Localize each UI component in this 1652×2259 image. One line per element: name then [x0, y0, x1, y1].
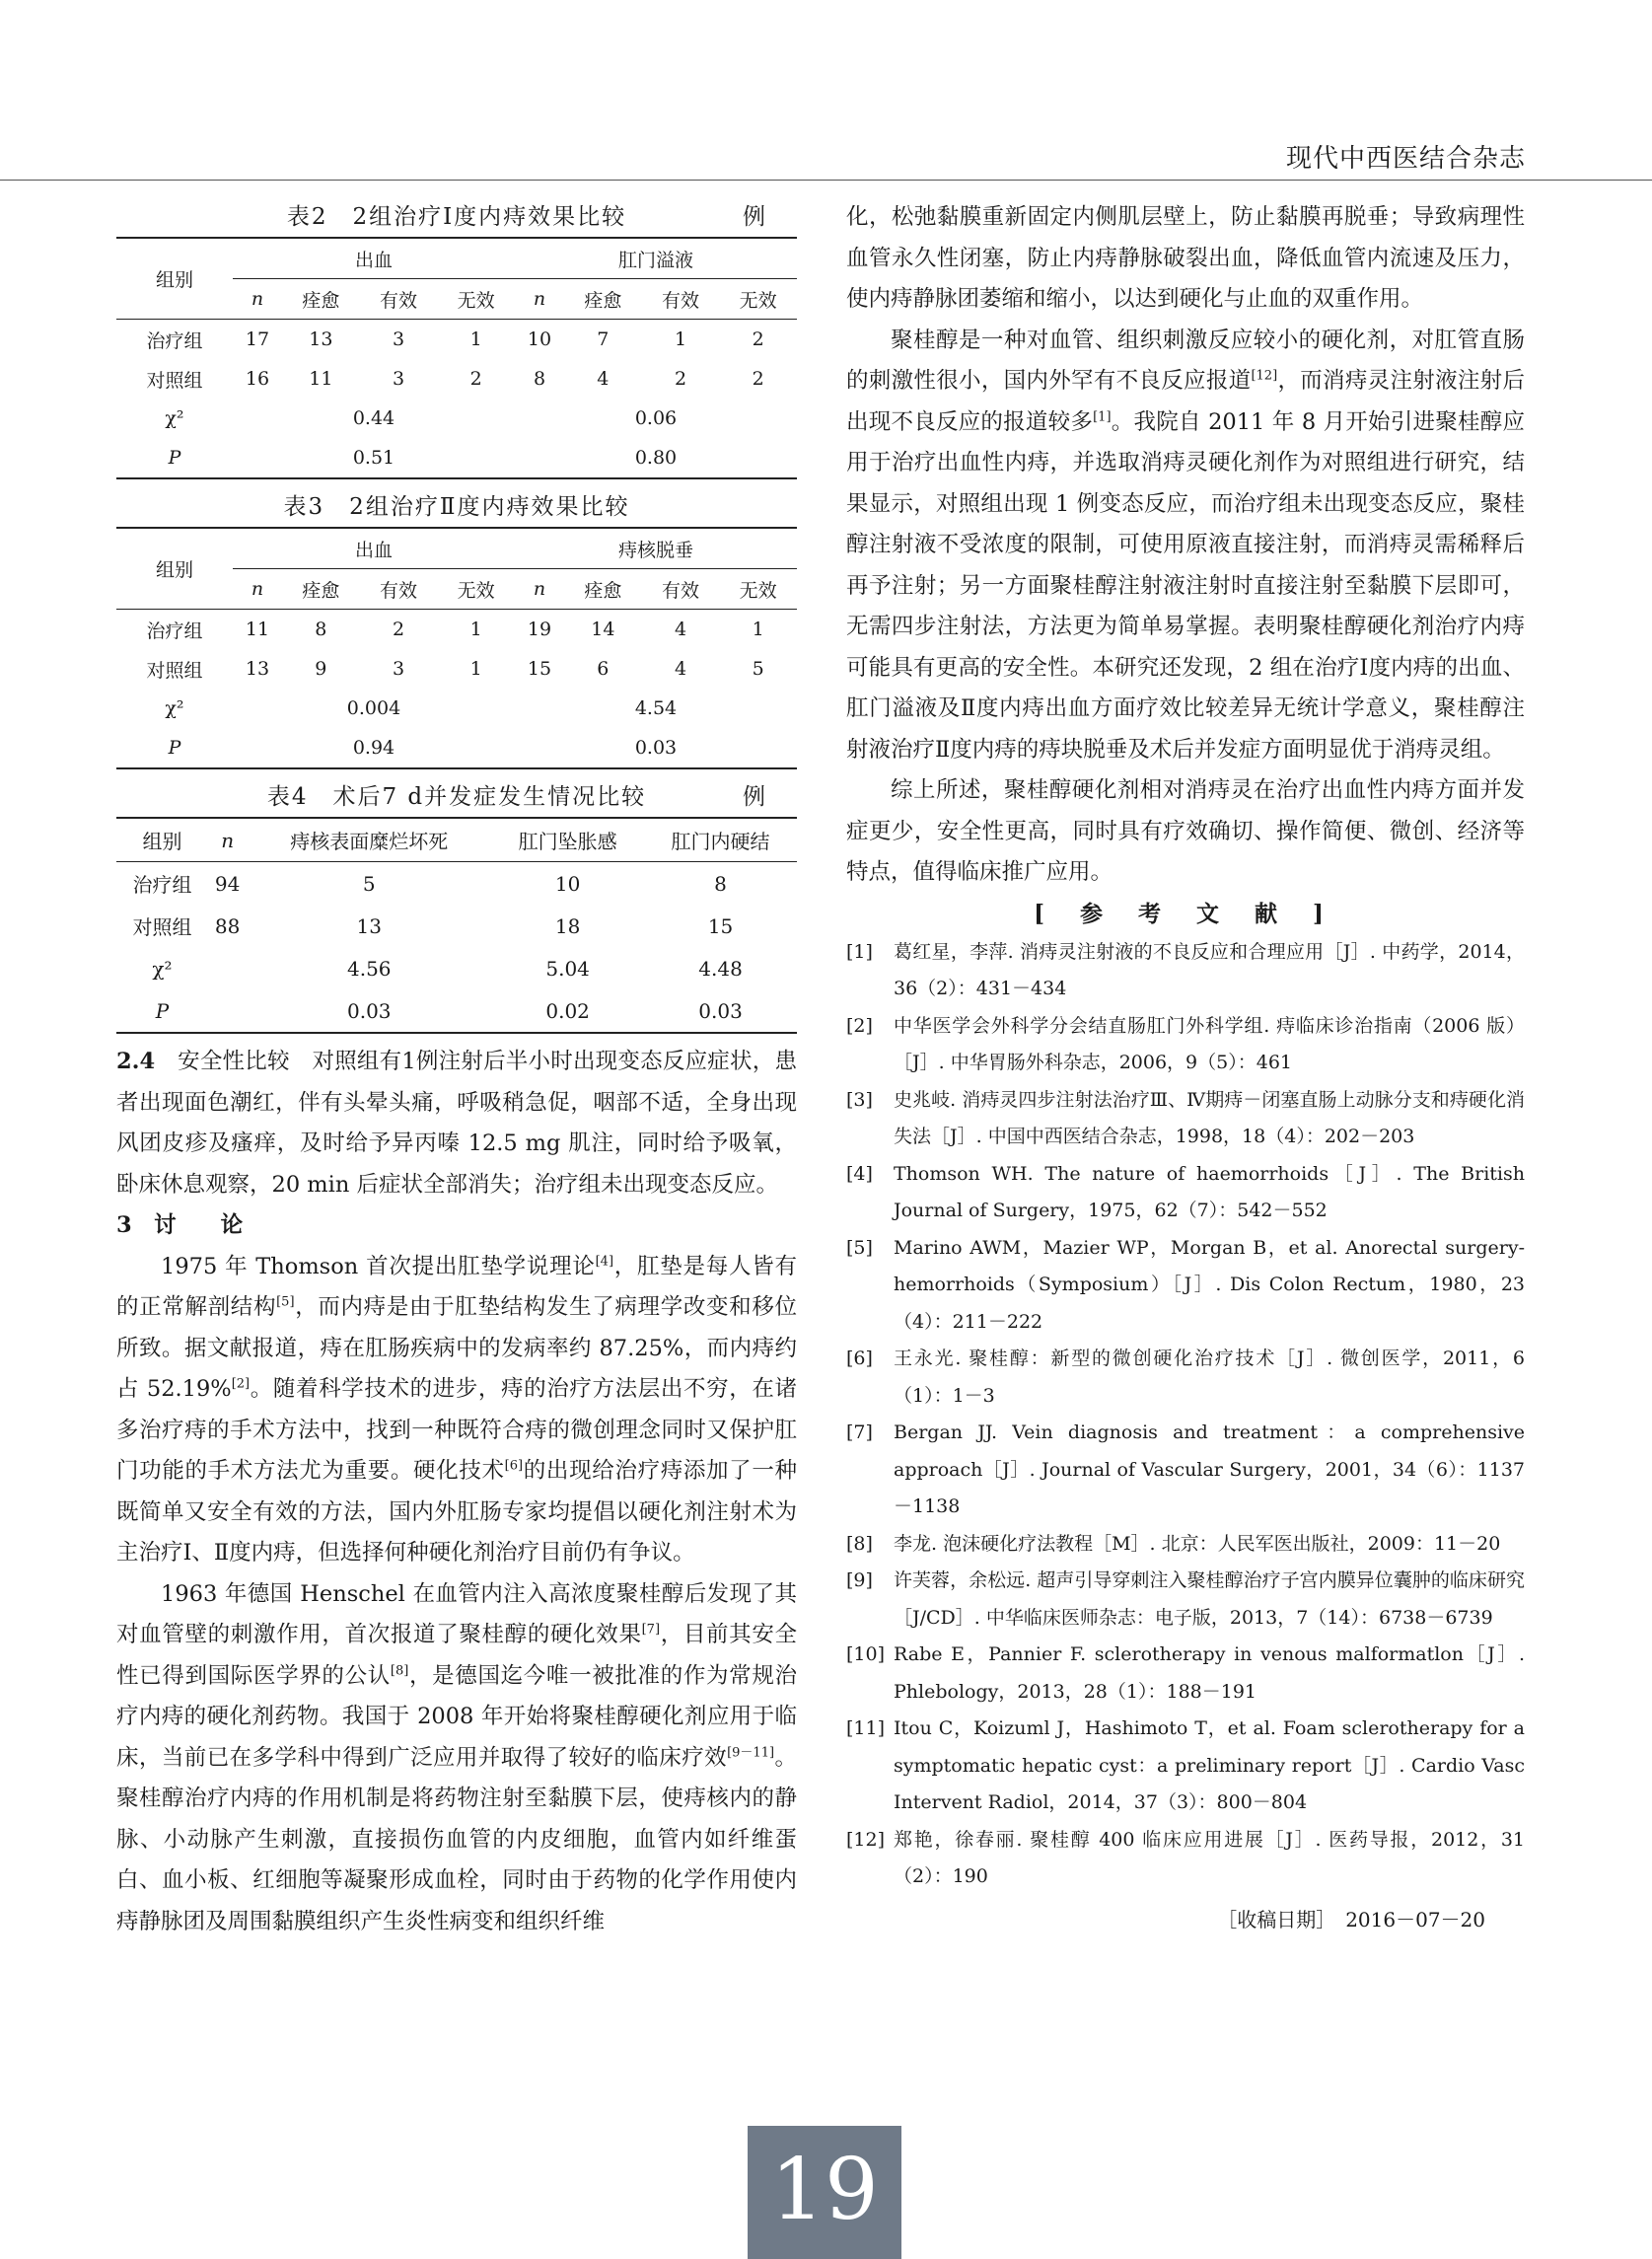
- reference-item: [846, 1637, 1525, 1711]
- cell: 2: [674, 368, 687, 390]
- table4-header: 肛门坠胀感: [491, 818, 644, 862]
- reference-number: [12]: [846, 1828, 886, 1851]
- section-3-heading: 3 讨 论: [116, 1212, 244, 1238]
- right-column: [846, 197, 1525, 1932]
- reference-number: [1]: [846, 940, 873, 963]
- reference-item: [846, 1082, 1525, 1156]
- reference-item: [846, 1156, 1525, 1230]
- text-span: ，目前其安全性已得到国际医学界的公认: [116, 1622, 797, 1689]
- table3-col-group: 组别: [116, 528, 233, 610]
- cell: 5: [362, 871, 376, 896]
- p-label: P: [168, 737, 181, 759]
- table-row: [116, 359, 797, 399]
- chi-value: 4.54: [634, 697, 678, 719]
- chi-value: 4.56: [347, 956, 392, 981]
- reference-number: [8]: [846, 1532, 873, 1555]
- cell: 8: [315, 619, 327, 640]
- table3-sub: 有效: [360, 569, 438, 610]
- table-row: [116, 399, 797, 438]
- reference-text: 王永光. 聚桂醇：新型的微创硬化治疗技术［J］. 微创医学，2011，6（1）：1－3: [894, 1348, 1525, 1407]
- table-row: [116, 649, 797, 689]
- reference-item: [846, 1711, 1525, 1822]
- table4-unit: 例: [743, 784, 767, 810]
- cell: 15: [707, 913, 734, 938]
- text-span: 聚桂醇是一种对血管、组织刺激反应较小的硬化剂，对肛管直肠的刺激性很小，国内外罕有不良反应报道: [846, 327, 1525, 394]
- reference-number: [4]: [846, 1162, 873, 1185]
- table3-sub: n: [515, 569, 564, 610]
- cell: 3: [392, 658, 405, 680]
- table3-group-b: 痔核脱垂: [515, 528, 797, 569]
- chi-label: χ²: [152, 956, 173, 981]
- cell: 10: [554, 871, 581, 896]
- table2-sub: 无效: [437, 279, 515, 320]
- cell: 7: [597, 328, 610, 350]
- p-value: 0.03: [698, 998, 743, 1023]
- cell: 2: [469, 368, 482, 390]
- table3-sub: 无效: [719, 569, 797, 610]
- text-span: 。聚桂醇治疗内痔的作用机制是将药物注射至黏膜下层，使痔核内的静脉、小动脉产生刺激，直接损伤血管的内皮细胞，血管内如纤维蛋白、血小板、红细胞等凝聚形成血栓，同时由于药物的化学作用使内痔静脉团及周围黏膜组织产生炎性病变和组织纤维: [116, 1744, 797, 1934]
- cell: 9: [315, 658, 327, 680]
- table2-caption-row: [116, 197, 797, 237]
- reference-item: [846, 1230, 1525, 1342]
- cell: 14: [591, 619, 615, 640]
- header-rule: [0, 180, 1652, 181]
- section-number: 2.4: [116, 1049, 156, 1074]
- reference-number: [7]: [846, 1421, 873, 1443]
- p-value: 0.51: [352, 447, 395, 469]
- cell: 5: [752, 658, 764, 680]
- table4-header: 组别: [116, 818, 208, 862]
- reference-item: [846, 1526, 1525, 1564]
- discussion-paragraph-3: [846, 321, 1525, 771]
- reference-number: [2]: [846, 1014, 873, 1037]
- table-row: [116, 438, 797, 478]
- table3: [116, 527, 797, 769]
- cell: 15: [527, 658, 552, 680]
- p-value: 0.03: [634, 737, 678, 759]
- cell: 1: [469, 619, 482, 640]
- table-row: [116, 320, 797, 360]
- cell: 88: [214, 913, 241, 938]
- cell: 11: [245, 619, 270, 640]
- cell: 6: [597, 658, 610, 680]
- row-label: 治疗组: [146, 619, 203, 642]
- table-row: [116, 905, 797, 947]
- citation: [6]: [504, 1458, 524, 1474]
- table2-col-group: 组别: [116, 238, 233, 320]
- cell: 13: [245, 658, 270, 680]
- p-value: 0.94: [352, 737, 395, 759]
- table2-sub: 有效: [360, 279, 438, 320]
- table-row: [116, 728, 797, 768]
- cell: 1: [674, 328, 687, 350]
- table2-unit: 例: [743, 204, 767, 230]
- chi-label: χ²: [165, 407, 184, 429]
- reference-text: Itou C，Koizuml J，Hashimoto T，et al. Foam sclerotherapy for a symptomatic hepatic cyst：a preliminary report［J］. Cardio Vasc Intervent Radiol，2014，37（3）：800－804: [894, 1717, 1525, 1813]
- citation: [8]: [390, 1663, 409, 1678]
- chi-label: χ²: [165, 697, 184, 719]
- reference-text: Thomson WH. The nature of haemorrhoids［J］. The British Journal of Surgery，1975，62（7）：542－552: [894, 1162, 1525, 1221]
- chi-value: 5.04: [545, 956, 590, 981]
- cell: 13: [356, 913, 382, 938]
- table-row: [116, 689, 797, 728]
- reference-list: [846, 934, 1525, 1896]
- cell: 1: [752, 619, 764, 640]
- row-label: 治疗组: [132, 873, 192, 897]
- citation: [7]: [641, 1622, 661, 1638]
- chi-value: 0.06: [634, 407, 678, 429]
- cell: 3: [392, 328, 405, 350]
- reference-item: [846, 1563, 1525, 1637]
- citation: [2]: [231, 1376, 251, 1392]
- reference-text: 史兆岐. 消痔灵四步注射法治疗Ⅲ、Ⅳ期痔－闭塞直肠上动脉分支和痔硬化消失法［J］. 中国中西医结合杂志，1998，18（4）：202－203: [894, 1088, 1525, 1147]
- cell: 16: [245, 368, 270, 390]
- cell: 4: [674, 658, 687, 680]
- journal-title: 现代中西医结合杂志: [1285, 144, 1526, 174]
- table-row: [116, 989, 797, 1033]
- reference-text: 葛红星，李萍. 消痔灵注射液的不良反应和合理应用［J］. 中药学，2014，36（2）：431－434: [894, 940, 1525, 999]
- reference-text: 中华医学会外科学分会结直肠肛门外科学组. 痔临床诊治指南（2006 版）［J］. 中华胃肠外科杂志，2006，9（5）：461: [894, 1014, 1525, 1073]
- reference-number: [11]: [846, 1717, 886, 1739]
- reference-text: Marino AWM，Mazier WP，Morgan B，et al. Anorectal surgery-hemorrhoids（Symposium）［J］. Dis Colon Rectum，1980，23（4）：211－222: [894, 1236, 1525, 1333]
- text-span: ，而消痔灵注射液注射后出现不良反应的报道较多: [846, 368, 1525, 435]
- text-span: 1975 年 Thomson 首次提出肛垫学说理论: [161, 1253, 596, 1279]
- table4: [116, 817, 797, 1034]
- text-span: 。随着科学技术的进步，痔的治疗方法层出不穷，在诸多治疗痔的手术方法中，找到一种既符合痔的微创理念同时又保护肛门功能的手术方法尤为重要。硬化技术: [116, 1376, 797, 1484]
- reference-text: 李龙. 泡沫硬化疗法教程［M］. 北京：人民军医出版社，2009：11－20: [894, 1532, 1501, 1555]
- table3-sub: 痊愈: [564, 569, 642, 610]
- citation: [1]: [1093, 409, 1112, 424]
- row-label: 对照组: [132, 915, 192, 939]
- conclusion-paragraph: 综上所述，聚桂醇硬化剂相对消痔灵在治疗出血性内痔方面并发症更少，安全性更高，同时具有疗效确切、操作简便、微创、经济等特点，值得临床推广应用。: [846, 777, 1525, 885]
- p-label: P: [155, 998, 170, 1023]
- p-value: 0.03: [347, 998, 392, 1023]
- table4-header: 肛门内硬结: [644, 818, 797, 862]
- cell: 10: [527, 328, 552, 350]
- p-value: 0.02: [545, 998, 590, 1023]
- table4-header: n: [208, 818, 247, 862]
- table2-caption: 表2 2组治疗Ⅰ度内痔效果比较: [286, 204, 627, 230]
- reference-number: [6]: [846, 1348, 873, 1369]
- cell: 2: [752, 368, 764, 390]
- table2-sub: n: [515, 279, 564, 320]
- reference-item: [846, 1341, 1525, 1415]
- cell: 2: [752, 328, 764, 350]
- received-label: ［收稿日期］: [1217, 1907, 1327, 1931]
- continued-paragraph: 化，松弛黏膜重新固定内侧肌层壁上，防止黏膜再脱垂；导致病理性血管永久性闭塞，防止内痔静脉破裂出血，降低血管内流速及压力，使内痔静脉团萎缩和缩小，以达到硬化与止血的双重作用。: [846, 204, 1525, 312]
- table2-sub: 无效: [719, 279, 797, 320]
- received-date-line: [846, 1904, 1525, 1932]
- text-span: ，是德国迄今唯一被批准的作为常规治疗内痔的硬化剂药物。我国于 2008 年开始将聚桂醇硬化剂应用于临床，当前已在多学科中得到广泛应用并取得了较好的临床疗效: [116, 1662, 797, 1771]
- table2-sub: n: [233, 279, 282, 320]
- citation: [9－11]: [727, 1745, 775, 1760]
- table2-group-a: 出血: [233, 238, 515, 279]
- p-label: P: [168, 447, 181, 469]
- table3-sub: 痊愈: [282, 569, 360, 610]
- table4-caption: 表4 术后7 d并发症发生情况比较: [266, 784, 647, 810]
- text-span: 1963 年德国 Henschel 在血管内注入高浓度聚桂醇后发现了其对血管壁的刺激作用，首次报道了聚桂醇的硬化效果: [116, 1580, 797, 1647]
- reference-number: [9]: [846, 1569, 873, 1591]
- reference-number: [10]: [846, 1643, 886, 1665]
- cell: 19: [527, 619, 552, 640]
- table3-sub: n: [233, 569, 282, 610]
- table-row: [116, 610, 797, 650]
- references-title: [ 参 考 文 献 ]: [1034, 900, 1337, 927]
- chi-value: 0.44: [352, 407, 395, 429]
- table4-header: 痔核表面糜烂坏死: [247, 818, 491, 862]
- text-span: 。我院自 2011 年 8 月开始引进聚桂醇应用于治疗出血性内痔，并选取消痔灵硬化剂作为对照组进行研究，结果显示，对照组出现 1 例变态反应，而治疗组未出现变态反应，聚桂醇注射液不受浓度的限制，可使用原液直接注射，而消痔灵需稀释后再予注射；另一方面聚桂醇注射液注射时直接注射至黏膜下层即可，无需四步注射法，方法更为简单易掌握。表明聚桂醇硬化剂治疗内痔可能具有更高的安全性。本研究还发现，2 组在治疗Ⅰ度内痔的出血、肛门溢液及Ⅱ度内痔出血方面疗效比较差异无统计学意义，聚桂醇注射液治疗Ⅱ度内痔的痔块脱垂及术后并发症方面明显优于消痔灵组。: [846, 408, 1525, 763]
- page-number: 19: [748, 2126, 901, 2259]
- table3-sub: 有效: [642, 569, 720, 610]
- table-row: [116, 862, 797, 906]
- table2-sub: 有效: [642, 279, 720, 320]
- section-body: 对照组有1例注射后半小时出现变态反应症状，患者出现面色潮红，伴有头晕头痛，呼吸稍急促，咽部不适，全身出现风团皮疹及瘙痒，及时给予异丙嗪 12.5 mg 肌注，同时给予吸氧，卧床休息观察，20 min 后症状全部消失；治疗组未出现变态反应。: [116, 1049, 797, 1198]
- cell: 4: [597, 368, 610, 390]
- table2-sub: 痊愈: [282, 279, 360, 320]
- reference-text: 郑艳，徐春丽. 聚桂醇 400 临床应用进展［J］. 医药导报，2012，31（2）：190: [894, 1828, 1525, 1887]
- cell: 13: [309, 328, 333, 350]
- discussion-paragraph-2: [116, 1574, 797, 1943]
- left-column: [116, 197, 797, 1942]
- text-span: 的出现给治疗痔添加了一种既简单又安全有效的方法，国内外肛肠专家均提倡以硬化剂注射术为主治疗Ⅰ、Ⅱ度内痔，但选择何种硬化剂治疗目前仍有争议。: [116, 1458, 797, 1566]
- table2-sub: 痊愈: [564, 279, 642, 320]
- table-row: [116, 947, 797, 989]
- cell: 8: [714, 871, 727, 896]
- cell: 1: [469, 658, 482, 680]
- reference-text: 许芙蓉，余松远. 超声引导穿刺注入聚桂醇治疗子宫内膜异位囊肿的临床研究［J/CD］. 中华临床医师杂志：电子版，2013，7（14）：6738－6739: [894, 1569, 1525, 1629]
- cell: 1: [469, 328, 482, 350]
- citation: [4]: [595, 1254, 614, 1269]
- row-label: 治疗组: [146, 329, 203, 352]
- reference-item: [846, 1008, 1525, 1082]
- table2: [116, 237, 797, 479]
- table3-caption: 表3 2组治疗Ⅱ度内痔效果比较: [283, 494, 630, 520]
- table3-sub: 无效: [437, 569, 515, 610]
- reference-number: [3]: [846, 1088, 873, 1111]
- citation: [5]: [276, 1294, 295, 1310]
- row-label: 对照组: [146, 659, 203, 682]
- table3-caption-row: [116, 487, 797, 527]
- cell: 18: [554, 913, 581, 938]
- section-2-4-paragraph: [116, 1042, 797, 1205]
- reference-item: [846, 1822, 1525, 1896]
- reference-number: [5]: [846, 1236, 873, 1259]
- cell: 11: [309, 368, 333, 390]
- discussion-paragraph-1: [116, 1247, 797, 1574]
- p-value: 0.80: [634, 447, 678, 469]
- reference-text: Bergan JJ. Vein diagnosis and treatment：a comprehensive approach［J］. Journal of Vascular Surgery，2001，34（6）：1137－1138: [894, 1421, 1525, 1517]
- reference-item: [846, 1415, 1525, 1526]
- section-title: 安全性比较: [178, 1049, 290, 1074]
- text-span: ，而内痔是由于肛垫结构发生了病理学改变和移位所致。据文献报道，痔在肛肠疾病中的发病率约 87.25%，而内痔约占 52.19%: [116, 1294, 797, 1402]
- cell: 94: [214, 871, 241, 896]
- cell: 17: [245, 328, 270, 350]
- cell: 8: [533, 368, 546, 390]
- table4-caption-row: [116, 777, 797, 817]
- received-date: 2016－07－20: [1345, 1907, 1485, 1931]
- citation: [12]: [1251, 368, 1278, 384]
- cell: 2: [392, 619, 405, 640]
- cell: 3: [392, 368, 405, 390]
- reference-text: Rabe E，Pannier F. sclerotherapy in venous malformatlon［J］. Phlebology，2013，28（1）：188－191: [894, 1643, 1525, 1703]
- text-span: ，肛垫是每人皆有的正常解剖结构: [116, 1253, 797, 1320]
- row-label: 对照组: [146, 369, 203, 392]
- table2-group-b: 肛门溢液: [515, 238, 797, 279]
- cell: 4: [674, 619, 687, 640]
- chi-value: 4.48: [698, 956, 743, 981]
- reference-item: [846, 934, 1525, 1008]
- chi-value: 0.004: [346, 697, 401, 719]
- table3-group-a: 出血: [233, 528, 515, 569]
